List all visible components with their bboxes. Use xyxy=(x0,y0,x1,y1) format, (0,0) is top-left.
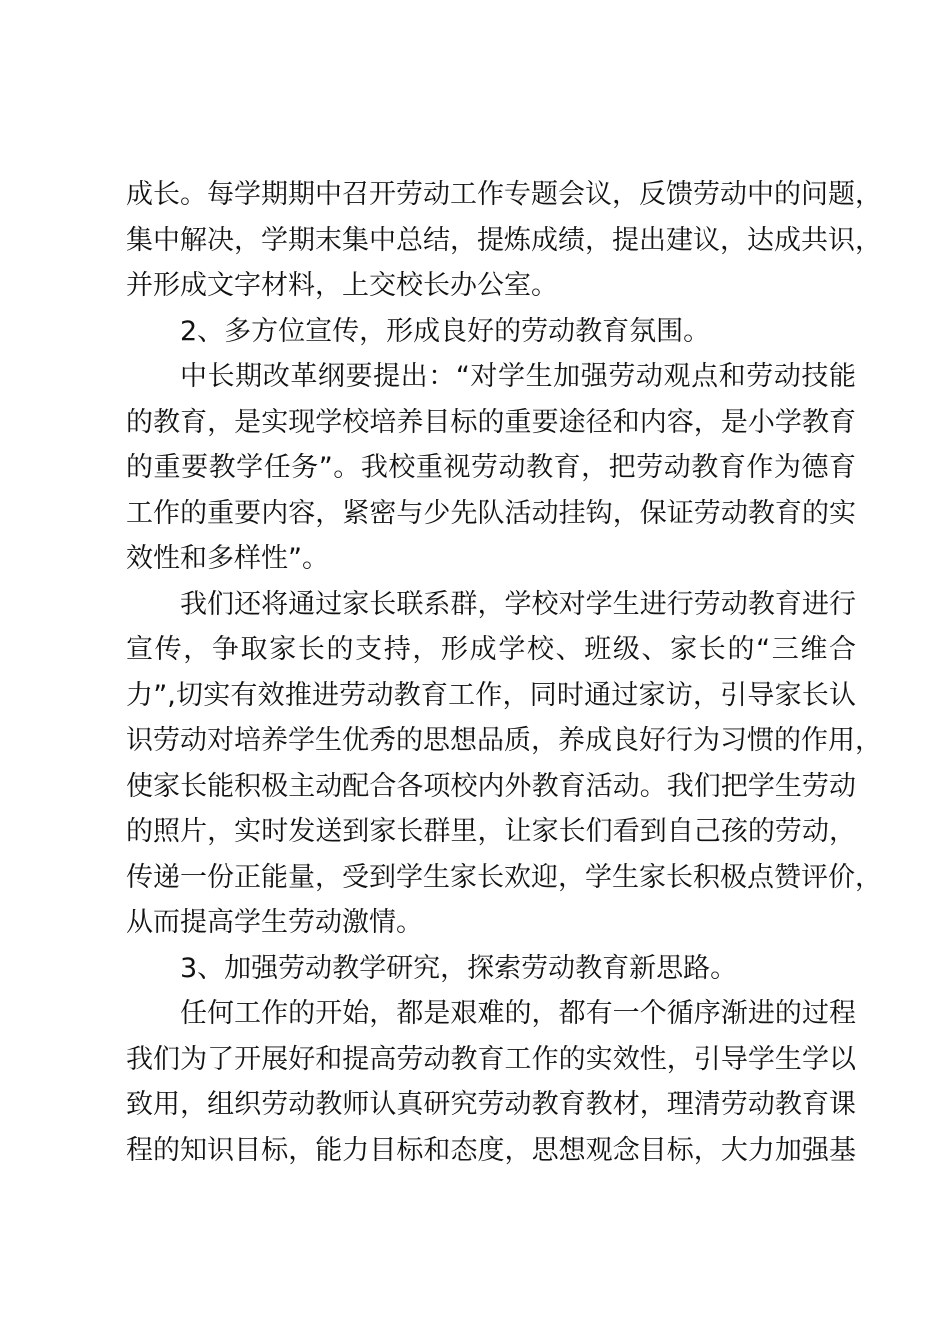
text-line: 我们为了开展好和提高劳动教育工作的实效性，引导学生学以 xyxy=(126,1043,856,1075)
text-line: 我们还将通过家长联系群，学校对学生进行劳动教育进行 xyxy=(180,588,856,620)
text-line: 任何工作的开始，都是艰难的，都有一个循序渐进的过程 xyxy=(180,998,856,1029)
text-line: 集中解决，学期末集中总结，提炼成绩，提出建议，达成共识， xyxy=(126,224,882,256)
text-line: 中长期改革纲要提出：“对学生加强劳动观点和劳动技能 xyxy=(180,361,856,392)
text-line: 使家长能积极主动配合各项校内外教育活动。我们把学生劳动 xyxy=(126,770,856,802)
text-line: 的照片，实时发送到家长群里，让家长们看到自己孩的劳动， xyxy=(126,816,856,847)
text-line: 工作的重要内容，紧密与少先队活动挂钩，保证劳动教育的实 xyxy=(126,497,856,529)
text-line: 的重要教学任务”。我校重视劳动教育，把劳动教育作为德育 xyxy=(126,452,856,483)
text-line: 力”,切实有效推进劳动教育工作，同时通过家访，引导家长认 xyxy=(126,679,856,711)
text-line: 程的知识目标，能力目标和态度，思想观念目标，大力加强基 xyxy=(126,1134,856,1166)
text-line: 效性和多样性”。 xyxy=(126,543,329,574)
text-line: 传递一份正能量，受到学生家长欢迎，学生家长积极点赞评价， xyxy=(126,861,882,893)
text-line: 成长。每学期期中召开劳动工作专题会议，反馈劳动中的问题， xyxy=(126,179,882,210)
document-body xyxy=(126,172,882,1173)
text-line: 并形成文字材料，上交校长办公室。 xyxy=(126,270,558,301)
text-line: 致用，组织劳动教师认真研究劳动教育教材，理清劳动教育课 xyxy=(126,1089,856,1120)
text-line: 3、加强劳动教学研究，探索劳动教育新思路。 xyxy=(180,952,738,984)
text-line: 2、多方位宣传，形成良好的劳动教育氛围。 xyxy=(180,315,711,347)
text-line: 从而提高学生劳动激情。 xyxy=(126,907,423,938)
text-line: 的教育，是实现学校培养目标的重要途径和内容，是小学教育 xyxy=(126,406,856,438)
text-line: 宣传，争取家长的支持，形成学校、班级、家长的“三维合 xyxy=(126,634,856,665)
text-line: 识劳动对培养学生优秀的思想品质，养成良好行为习惯的作用， xyxy=(126,725,882,756)
